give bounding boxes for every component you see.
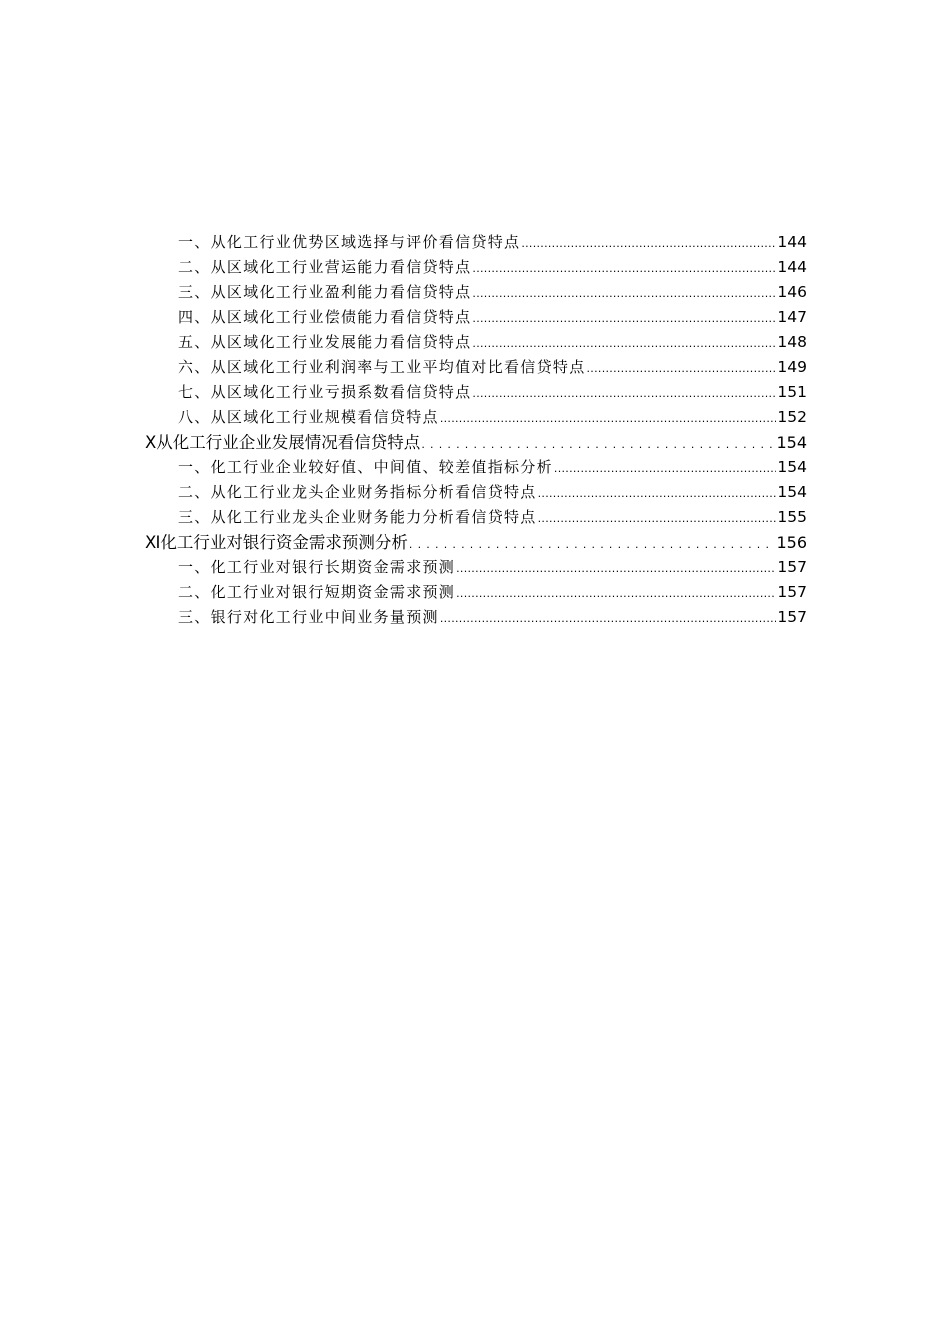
toc-dot-leader [456,556,776,580]
toc-entry-page: 157 [777,583,807,601]
table-of-contents [145,230,807,630]
toc-entry-title: 三、银行对化工行业中间业务量预测 [178,608,439,626]
toc-entry-page: 155 [777,508,807,526]
toc-entry-page: 154 [777,483,807,501]
toc-chapter-title: Ⅺ化工行业对银行资金需求预测分析 [145,533,408,552]
toc-entry-title: 三、从区域化工行业盈利能力看信贷特点 [178,283,472,301]
toc-entry-title: 四、从区域化工行业偿债能力看信贷特点 [178,308,472,326]
toc-entry[interactable] [145,305,807,330]
toc-dot-leader [472,381,776,405]
toc-entry[interactable] [145,255,807,280]
toc-dot-leader [472,331,776,355]
toc-entry[interactable] [145,380,807,405]
toc-entry[interactable] [145,555,807,580]
toc-entry-title: 五、从区域化工行业发展能力看信贷特点 [178,333,472,351]
toc-dot-leader [538,481,777,505]
toc-entry[interactable] [145,355,807,380]
toc-chapter-page: 156 [776,533,807,552]
toc-entry-page: 151 [777,383,807,401]
toc-entry-title: 七、从区域化工行业亏损系数看信贷特点 [178,383,472,401]
toc-entry[interactable] [145,580,807,605]
toc-entry[interactable] [145,605,807,630]
toc-entry-title: 二、从化工行业龙头企业财务指标分析看信贷特点 [178,483,537,501]
toc-entry-title: 六、从区域化工行业利润率与工业平均值对比看信贷特点 [178,358,586,376]
toc-entry-page: 147 [777,308,807,326]
toc-entry-title: 三、从化工行业龙头企业财务能力分析看信贷特点 [178,508,537,526]
toc-chapter-title: Ⅹ从化工行业企业发展情况看信贷特点 [145,433,421,452]
toc-entry-title: 一、从化工行业优势区域选择与评价看信贷特点 [178,233,521,251]
toc-dot-leader [472,306,776,330]
toc-entry-page: 146 [777,283,807,301]
toc-entry-page: 148 [777,333,807,351]
toc-dot-leader [409,532,776,555]
toc-entry[interactable] [145,405,807,430]
toc-entry[interactable] [145,480,807,505]
toc-entry[interactable] [145,230,807,255]
toc-dot-leader [421,432,775,455]
toc-entry[interactable] [145,455,807,480]
toc-dot-leader [472,256,776,280]
toc-entry[interactable] [145,280,807,305]
toc-entry-title: 一、化工行业企业较好值、中间值、较差值指标分析 [178,458,553,476]
toc-dot-leader [554,456,777,480]
toc-dot-leader [472,281,776,305]
toc-dot-leader [538,506,777,530]
toc-entry[interactable] [145,330,807,355]
toc-entry-page: 144 [777,258,807,276]
toc-dot-leader [521,231,776,255]
toc-entry-page: 157 [777,558,807,576]
toc-entry-page: 154 [777,458,807,476]
toc-entry-title: 二、从区域化工行业营运能力看信贷特点 [178,258,472,276]
toc-entry-page: 152 [777,408,807,426]
toc-entry-title: 八、从区域化工行业规模看信贷特点 [178,408,439,426]
toc-entry-title: 一、化工行业对银行长期资金需求预测 [178,558,456,576]
toc-entry-page: 157 [777,608,807,626]
toc-chapter-entry[interactable] [145,430,807,455]
toc-entry[interactable] [145,505,807,530]
toc-dot-leader [587,356,777,380]
toc-dot-leader [456,581,776,605]
toc-chapter-page: 154 [776,433,807,452]
toc-chapter-entry[interactable] [145,530,807,555]
toc-entry-page: 149 [777,358,807,376]
toc-dot-leader [440,606,777,630]
toc-entry-title: 二、化工行业对银行短期资金需求预测 [178,583,456,601]
toc-entry-page: 144 [777,233,807,251]
toc-dot-leader [440,406,777,430]
